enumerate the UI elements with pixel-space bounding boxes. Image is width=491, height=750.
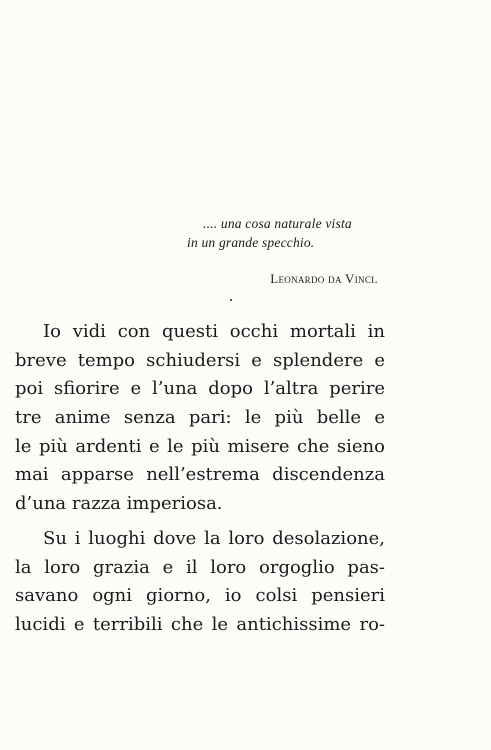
text-line: mai apparse nell’estrema discendenza (15, 464, 385, 486)
epigraph-attribution (270, 271, 378, 287)
text-line: tre anime senza pari: le più belle e (15, 407, 385, 429)
text-line: lucidi e terribili che le antichissime ro- (15, 613, 385, 635)
paragraph-1 (15, 318, 385, 519)
epigraph-line-2: in un grande specchio. (187, 235, 315, 250)
text-line: breve tempo schiudersi e splendere e (15, 349, 385, 371)
print-speck (230, 299, 232, 301)
text-line: poi sfiorire e l’una dopo l’altra perire (15, 378, 385, 400)
text-line: Su i luoghi dove la loro desolazione, (43, 527, 385, 549)
body-text (15, 318, 385, 640)
epigraph-line-1: .... una cosa naturale vista (203, 216, 352, 231)
text-line: le più ardenti e le più misere che sieno (15, 435, 385, 457)
text-line: d’una razza imperiosa. (15, 493, 223, 515)
text-line: la loro grazia e il loro orgoglio pas- (15, 556, 385, 578)
attribution-author: Leonardo da Vinci. (270, 271, 378, 286)
text-line: Io vidi con questi occhi mortali in (43, 321, 385, 342)
paragraph-2 (15, 525, 385, 640)
text-line: savano ogni giorno, io colsi pensieri (15, 585, 385, 607)
